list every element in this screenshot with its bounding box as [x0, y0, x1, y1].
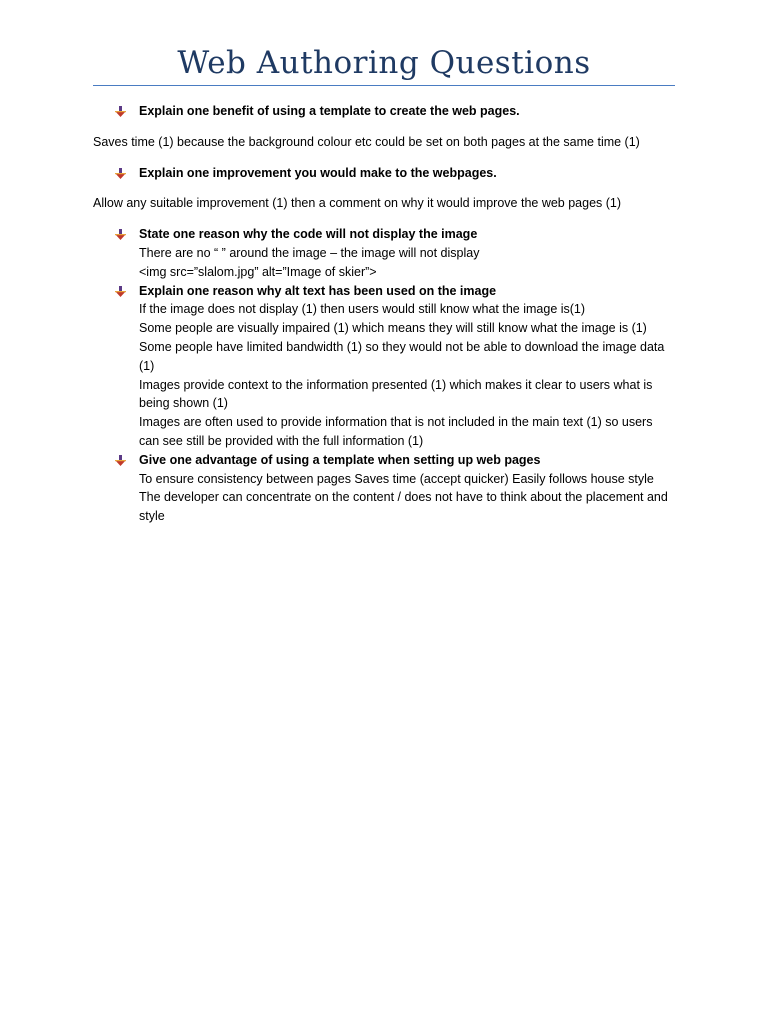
answer-text: Allow any suitable improvement (1) then a comment on why it would improve the web pages (1)	[93, 196, 622, 211]
question-item	[93, 451, 675, 526]
question-text: Explain one improvement you would make to the webpages.	[139, 165, 497, 180]
question-item	[93, 282, 675, 451]
title-underline	[93, 85, 675, 86]
answer-line: <img src=”slalom.jpg” alt=”Image of skier”>	[139, 264, 377, 279]
arrow-bullet-icon	[115, 229, 126, 240]
answer-line: Some people have limited bandwidth (1) so they would not be able to download the image data (1)	[139, 339, 665, 373]
answer-line: Images provide context to the information presented (1) which makes it clear to users what is being shown (1)	[139, 377, 653, 411]
question-item	[93, 225, 675, 281]
document-page	[93, 0, 675, 526]
answer-line: If the image does not display (1) then users would still know what the image is(1)	[139, 302, 586, 317]
answer-line: There are no “ ” around the image – the image will not display	[139, 245, 480, 260]
answer-text: Saves time (1) because the background colour etc could be set on both pages at the same time (1)	[93, 134, 640, 149]
arrow-bullet-icon	[115, 455, 126, 466]
page-title: Web Authoring Questions	[177, 45, 591, 81]
question-item	[93, 164, 675, 183]
arrow-bullet-icon	[115, 106, 126, 117]
question-text: Explain one reason why alt text has been used on the image	[139, 283, 497, 298]
question-item	[93, 102, 675, 121]
arrow-bullet-icon	[115, 286, 126, 297]
answer-line: Images are often used to provide information that is not included in the main text (1) so users can see still be provided with the full information (1)	[139, 415, 653, 448]
answer-line: Some people are visually impaired (1) which means they will still know what the image is (1)	[139, 321, 647, 336]
arrow-bullet-icon	[115, 168, 126, 179]
question-text: Explain one benefit of using a template to create the web pages.	[139, 104, 520, 118]
question-text: State one reason why the code will not display the image	[139, 227, 478, 242]
question-text: Give one advantage of using a template when setting up web pages	[139, 452, 541, 467]
answer-line: To ensure consistency between pages Saves time (accept quicker) Easily follows house style	[139, 471, 654, 486]
answer-line: The developer can concentrate on the content / does not have to think about the placement and style	[139, 490, 668, 524]
